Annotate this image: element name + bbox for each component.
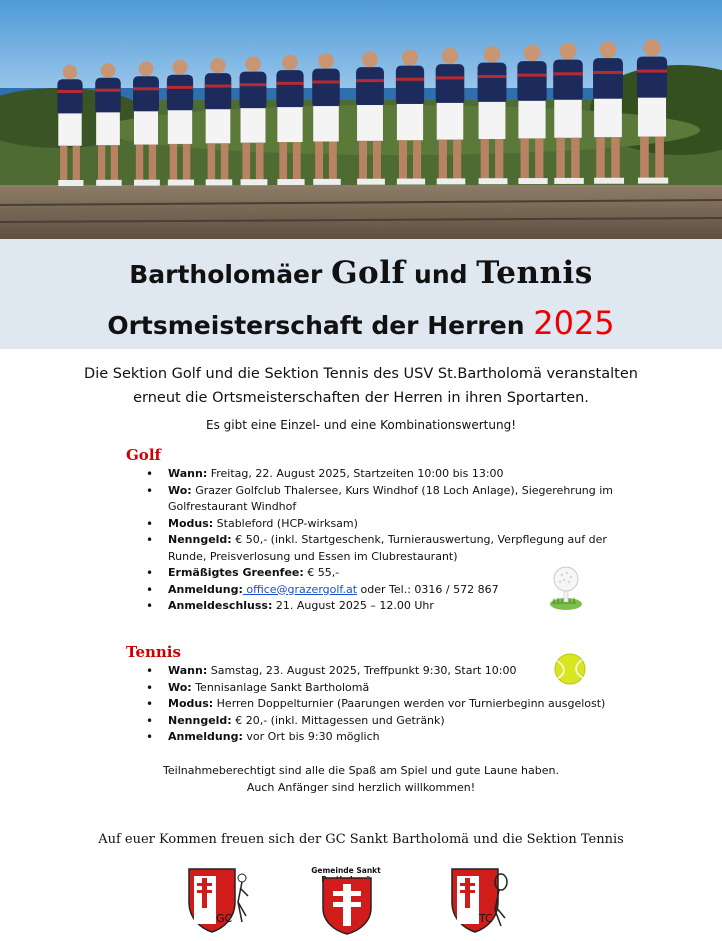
municipality-label: Gemeinde Sankt bbox=[311, 866, 381, 875]
intro-line-2: erneut die Ortsmeisterschaften der Herren in ihren Sportarten. bbox=[133, 390, 589, 406]
intro-text bbox=[60, 362, 662, 410]
subtitle bbox=[0, 304, 722, 342]
title-year: 2025 bbox=[533, 304, 615, 342]
tc-letters: TC bbox=[479, 912, 493, 925]
golf-item-greenfee: • Ermäßigtes Greenfee: € 55,- bbox=[148, 565, 638, 582]
tennis-club-logo bbox=[449, 866, 511, 934]
golf-item-registration: • Anmeldung: office@grazergolf.at oder Tel.: 0316 / 572 867 bbox=[148, 582, 638, 599]
title-tennis: Tennis bbox=[476, 255, 593, 291]
golf-heading: Golf bbox=[126, 446, 161, 464]
closing-text: Auf euer Kommen freuen sich der GC Sankt Bartholomä und die Sektion Tennis bbox=[98, 832, 624, 847]
tennis-item-fee: • Nenngeld: € 20,- (inkl. Mittagessen und Getränk) bbox=[148, 713, 638, 730]
gc-letters: GC bbox=[216, 912, 233, 925]
golf-item-deadline: • Anmeldeschluss: 21. August 2025 – 12.00 Uhr bbox=[148, 598, 638, 615]
tennis-ball-icon bbox=[553, 652, 587, 686]
note-line-2: Auch Anfänger sind herzlich willkommen! bbox=[246, 781, 476, 794]
subtitle-text: Ortsmeisterschaft der Herren bbox=[107, 311, 534, 340]
tennis-heading: Tennis bbox=[126, 643, 181, 661]
title-und: und bbox=[405, 260, 477, 289]
team-photo bbox=[0, 0, 722, 239]
tennis-item-when: • Wann: Samstag, 23. August 2025, Treffpunkt 9:30, Start 10:00 bbox=[148, 663, 638, 680]
golf-club-logo bbox=[186, 866, 252, 934]
tennis-item-registration: • Anmeldung: vor Ort bis 9:30 möglich bbox=[148, 729, 638, 746]
golf-ball-icon bbox=[548, 564, 584, 612]
intro-line-1: Die Sektion Golf und die Sektion Tennis des USV St.Bartholomä veranstalten bbox=[84, 366, 638, 382]
tennis-item-mode: • Modus: Herren Doppelturnier (Paarungen werden vor Turnierbeginn ausgelost) bbox=[148, 696, 638, 713]
golf-item-fee: • Nenngeld: € 50,- (inkl. Startgeschenk, Turnierauswertung, Verpflegung auf der Runde, Preisverlosung und Essen im Clubrestaurant) bbox=[148, 532, 638, 565]
golf-item-where: • Wo: Grazer Golfclub Thalersee, Kurs Windhof (18 Loch Anlage), Siegerehrung im Golfrestaurant Windhof bbox=[148, 483, 638, 516]
note-line-1: Teilnahmeberechtigt sind alle die Spaß am Spiel und gute Laune haben. bbox=[163, 764, 559, 777]
municipality-crest bbox=[321, 876, 373, 936]
team-photo-svg bbox=[0, 0, 722, 239]
tennis-item-where: • Wo: Tennisanlage Sankt Bartholomä bbox=[148, 680, 638, 697]
golf-item-mode: • Modus: Stableford (HCP-wirksam) bbox=[148, 516, 638, 533]
golf-item-when: • Wann: Freitag, 22. August 2025, Startzeiten 10:00 bis 13:00 bbox=[148, 466, 638, 483]
title-golf: Golf bbox=[331, 255, 406, 291]
title-prefix: Bartholomäer bbox=[129, 260, 332, 289]
email-link[interactable]: office@grazergolf.at bbox=[242, 582, 358, 596]
participation-note bbox=[0, 762, 722, 796]
scoring-note: Es gibt eine Einzel- und eine Kombinationswertung! bbox=[205, 418, 517, 432]
main-title bbox=[0, 255, 722, 291]
